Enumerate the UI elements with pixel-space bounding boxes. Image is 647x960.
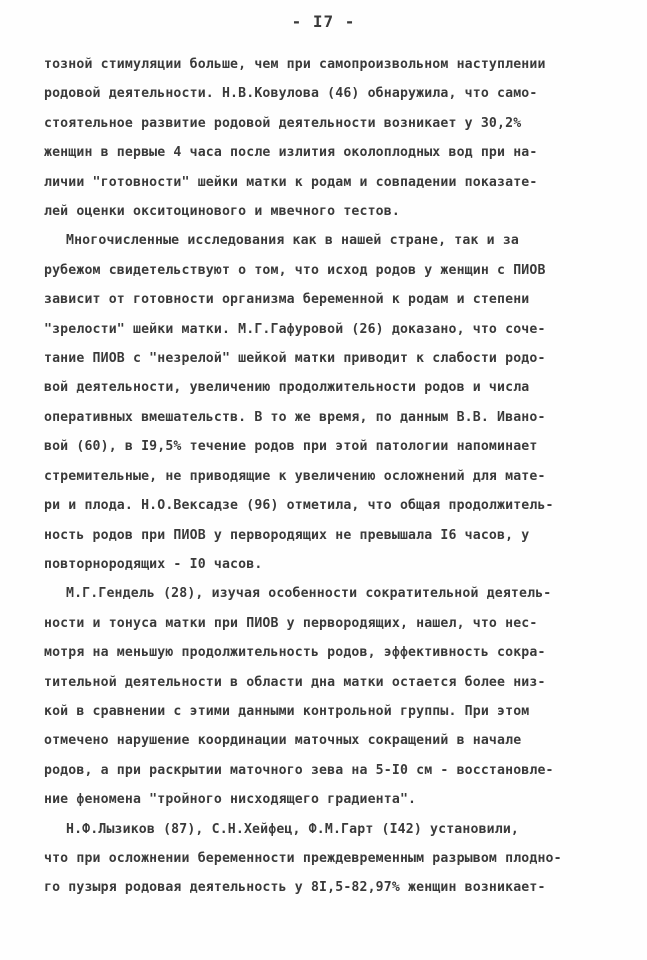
text-line: тозной стимуляции больше, чем при самопроизвольном наступлении	[44, 57, 546, 72]
text-line: стоятельное развитие родовой деятельности возникает у 30,2%	[44, 115, 522, 131]
text-line: вой (60), в I9,5% течение родов при этой патологии напоминает	[44, 439, 538, 455]
text-line: ность родов при ПИОВ у первородящих не превышала I6 часов, у	[44, 527, 530, 543]
text-line: повторнородящих - I0 часов.	[44, 556, 263, 572]
text-line: Н.Ф.Лызиков (87), С.Н.Хейфец, Ф.М.Гарт (I42) установили,	[66, 821, 520, 837]
text-line: лей оценки окситоцинового и мвечного тестов.	[44, 204, 400, 220]
text-line: ние феномена "тройного нисходящего градиента".	[44, 792, 417, 808]
text-line: родов, а при раскрытии маточного зева на 5-I0 см - восстановле-	[44, 762, 554, 778]
text-line: вой деятельности, увеличению продолжительности родов и числа	[44, 380, 530, 396]
text-line: го пузыря родовая деятельность у 8I,5-82,97% женщин возникает-	[44, 880, 546, 896]
text-line: мотря на меньшую продолжительность родов, эффективность сокра-	[44, 645, 546, 661]
text-line: ности и тонуса матки при ПИОВ у первородящих, нашел, что нес-	[44, 615, 538, 631]
text-line: ри и плода. Н.О.Вексадзе (96) отметила, что общая продолжитель-	[44, 498, 554, 514]
text-line: тание ПИОВ с "незрелой" шейкой матки приводит к слабости родо-	[44, 351, 546, 367]
text-line: отмечено нарушение координации маточных сокращений в начале	[44, 733, 522, 749]
paragraph-2	[44, 226, 604, 579]
document-text	[44, 50, 604, 903]
text-line: что при осложнении беременности преждевременным разрывом плодно-	[44, 850, 562, 866]
paragraph-1	[44, 50, 604, 226]
text-line: Многочисленные исследования как в нашей стране, так и за	[66, 233, 520, 249]
text-line: личии "готовности" шейки матки к родам и совпадении показате-	[44, 174, 538, 190]
paragraph-4	[44, 815, 604, 903]
text-line: рубежом свидетельствуют о том, что исход родов у женщин с ПИОВ	[44, 262, 546, 278]
text-line: женщин в первые 4 часа после излития околоплодных вод при на-	[44, 145, 538, 161]
page-number: - I7 -	[291, 12, 356, 31]
text-line: родовой деятельности. Н.В.Ковулова (46) обнаружила, что само-	[44, 86, 538, 102]
paragraph-3	[44, 579, 604, 814]
text-line: М.Г.Гендель (28), изучая особенности сократительной деятель-	[66, 586, 552, 602]
text-line: стремительные, не приводящие к увеличению осложнений для мате-	[44, 468, 546, 484]
text-line: "зрелости" шейки матки. М.Г.Гафуровой (26) доказано, что соче-	[44, 321, 546, 337]
text-line: тительной деятельности в области дна матки остается более низ-	[44, 674, 546, 690]
text-line: зависит от готовности организма беременной к родам и степени	[44, 292, 530, 308]
text-line: кой в сравнении с этими данными контрольной группы. При этом	[44, 703, 530, 719]
text-line: оперативных вмешательств. В то же время, по данным В.В. Ивано-	[44, 409, 546, 425]
